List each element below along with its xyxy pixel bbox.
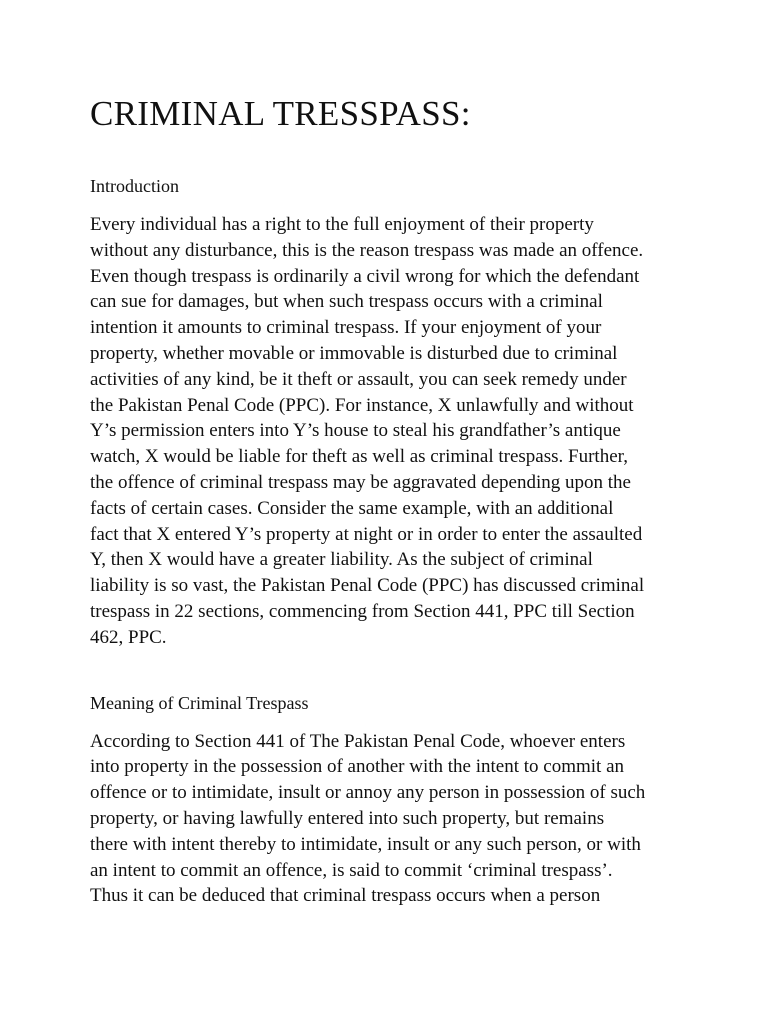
- text-line: property, whether movable or immovable is disturbed due to criminal: [90, 342, 618, 364]
- text-line: activities of any kind, be it theft or assault, you can seek remedy under: [90, 368, 627, 390]
- text-line: offence or to intimidate, insult or annoy any person in possession of such: [90, 782, 646, 804]
- text-line: facts of certain cases. Consider the same example, with an additional: [90, 497, 614, 519]
- section-heading-introduction: Introduction: [90, 176, 179, 196]
- text-line: According to Section 441 of The Pakistan Penal Code, whoever enters: [90, 730, 626, 752]
- meaning-paragraph: [90, 729, 690, 910]
- document-page: [90, 92, 690, 909]
- text-line: fact that X entered Y’s property at night or in order to enter the assaulted: [90, 523, 643, 545]
- text-line: trespass in 22 sections, commencing from Section 441, PPC till Section: [90, 600, 635, 622]
- text-line: Every individual has a right to the full enjoyment of their property: [90, 214, 594, 235]
- text-line: 462, PPC.: [90, 626, 167, 648]
- section-spacer: [90, 651, 690, 691]
- text-line: watch, X would be liable for theft as well as criminal trespass. Further,: [90, 446, 628, 468]
- text-line: into property in the possession of another with the intent to commit an: [90, 756, 625, 778]
- section-heading-meaning: Meaning of Criminal Trespass: [90, 692, 309, 713]
- introduction-paragraph: [90, 212, 690, 651]
- text-line: can sue for damages, but when such trespass occurs with a criminal: [90, 291, 603, 313]
- section-introduction: [90, 174, 690, 651]
- text-line: the offence of criminal trespass may be aggravated depending upon the: [90, 471, 631, 493]
- text-line: property, or having lawfully entered into such property, but remains: [90, 807, 605, 829]
- text-line: without any disturbance, this is the reason trespass was made an offence.: [90, 239, 644, 261]
- text-line: the Pakistan Penal Code (PPC). For instance, X unlawfully and without: [90, 394, 634, 416]
- text-line: liability is so vast, the Pakistan Penal Code (PPC) has discussed criminal: [90, 575, 645, 597]
- text-line: Thus it can be deduced that criminal trespass occurs when a person: [90, 885, 601, 907]
- text-line: Y, then X would have a greater liability. As the subject of criminal: [90, 549, 593, 571]
- text-line: there with intent thereby to intimidate, insult or any such person, or with: [90, 833, 641, 855]
- text-line: Even though trespass is ordinarily a civil wrong for which the defendant: [90, 265, 640, 287]
- text-line: intention it amounts to criminal trespass. If your enjoyment of your: [90, 317, 602, 339]
- text-line: an intent to commit an offence, is said to commit ‘criminal trespass’.: [90, 859, 613, 881]
- text-line: Y’s permission enters into Y’s house to steal his grandfather’s antique: [90, 420, 621, 442]
- document-title: CRIMINAL TRESSPASS:: [90, 94, 471, 133]
- section-meaning: [90, 691, 690, 910]
